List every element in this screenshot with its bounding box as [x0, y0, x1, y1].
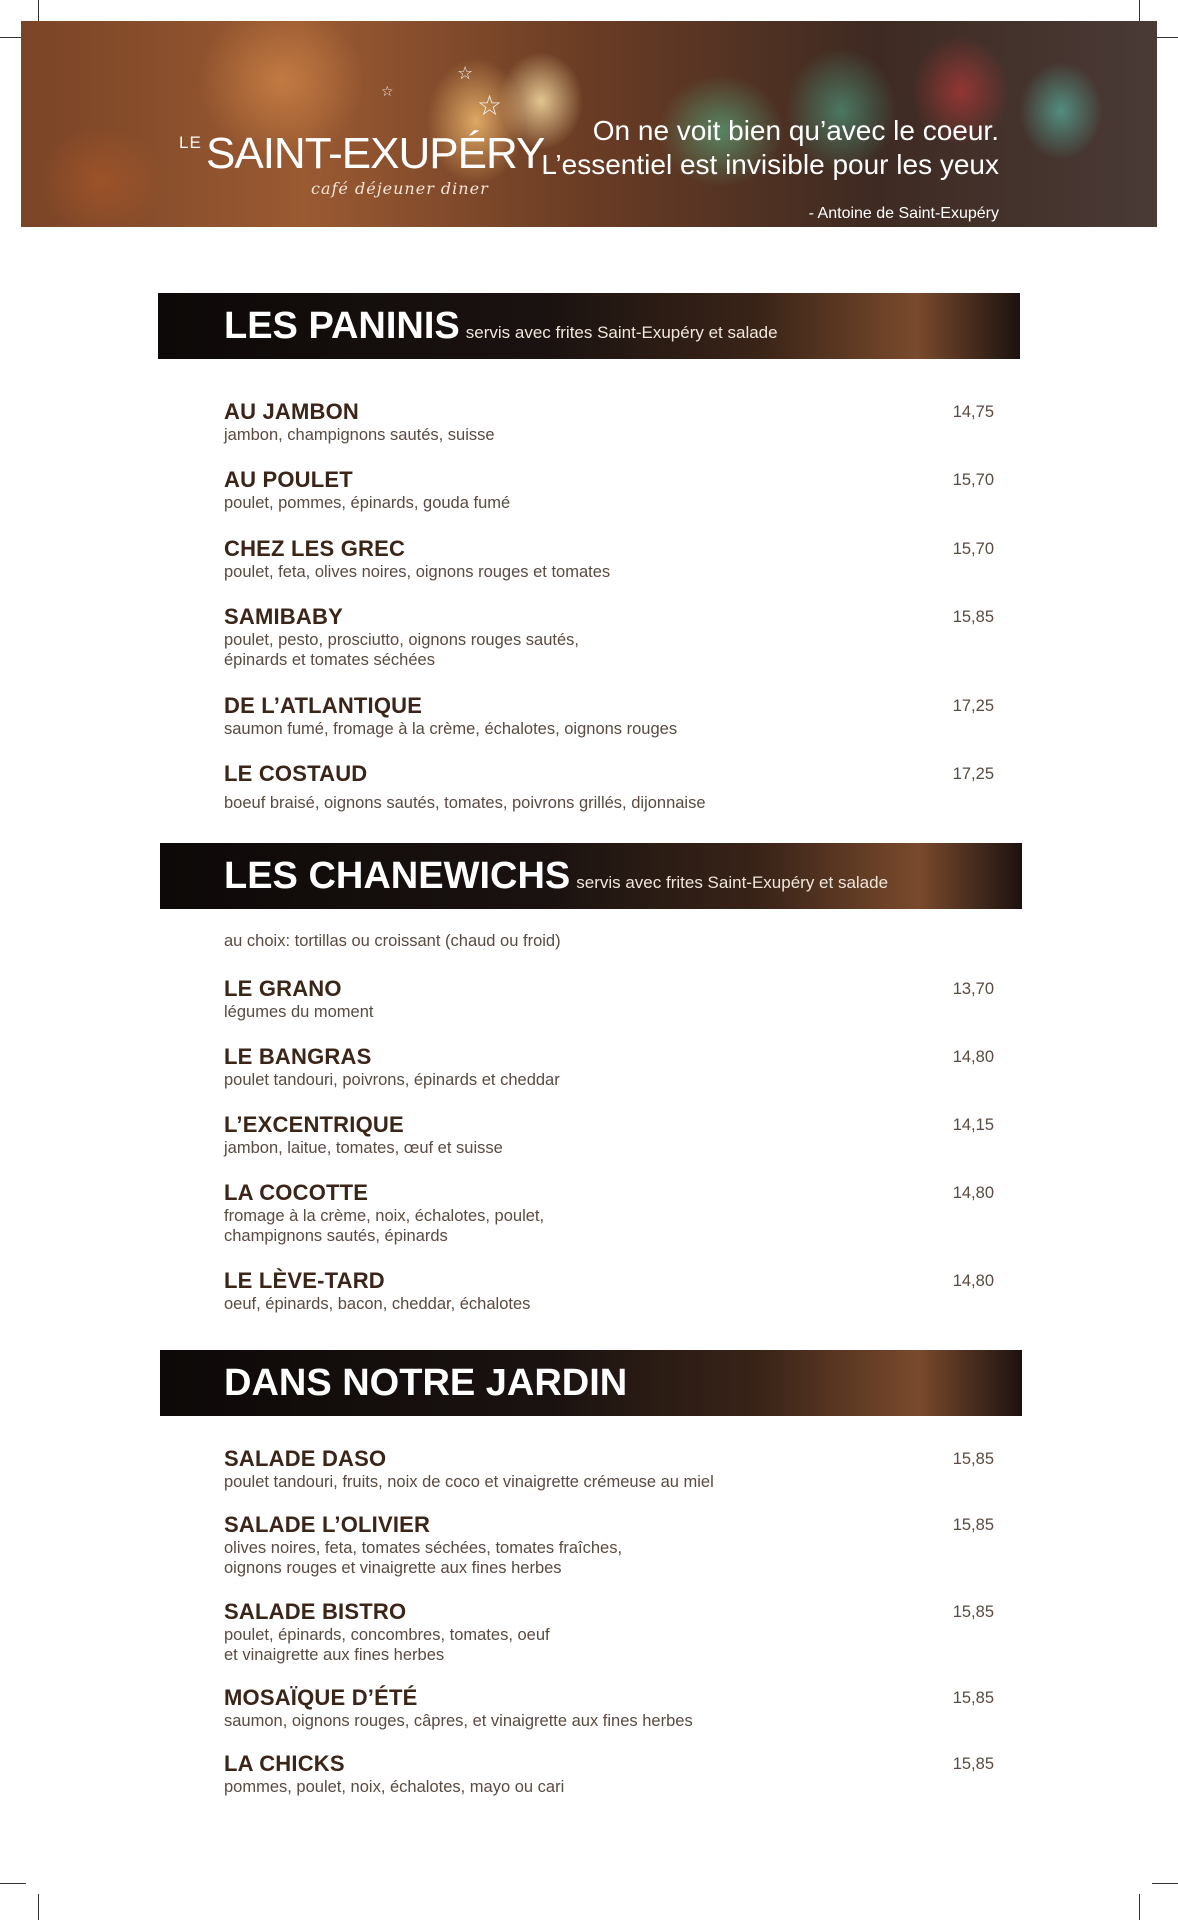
section-title: LES CHANEWICHS servis avec frites Saint-Exupéry et salade	[224, 855, 889, 897]
item-price: 17,25	[952, 697, 994, 715]
item-description: pommes, poulet, noix, échalotes, mayo ou cari	[224, 1778, 565, 1796]
section-note: au choix: tortillas ou croissant (chaud ou froid)	[224, 932, 561, 950]
crop-mark	[38, 1894, 39, 1920]
item-name: AU POULET	[224, 467, 353, 492]
item-name: LA CHICKS	[224, 1751, 345, 1776]
item-description: oeuf, épinards, bacon, cheddar, échalotes	[224, 1295, 531, 1313]
quote-line-1: On ne voit bien qu’avec le coeur.	[592, 115, 999, 146]
item-name: LE BANGRAS	[224, 1044, 372, 1069]
item-name: LE LÈVE-TARD	[224, 1268, 385, 1293]
menu-item	[224, 1446, 994, 1492]
item-price: 15,70	[952, 540, 994, 558]
section-subtitle: servis avec frites Saint-Exupéry et salade	[465, 323, 778, 342]
logo-tagline: café déjeuner diner	[311, 179, 489, 198]
item-name: MOSAÏQUE D’ÉTÉ	[224, 1685, 418, 1710]
menu-item	[224, 1512, 994, 1578]
menu-item	[224, 1751, 994, 1797]
item-price: 14,80	[952, 1184, 994, 1202]
header-banner	[21, 21, 1157, 227]
item-price: 15,85	[952, 1689, 994, 1707]
item-name: SALADE DASO	[224, 1446, 387, 1471]
section-subtitle: servis avec frites Saint-Exupéry et salade	[576, 873, 889, 892]
menu-item	[224, 1599, 994, 1665]
item-description: poulet, pommes, épinards, gouda fumé	[224, 494, 511, 512]
menu-item	[224, 1044, 994, 1090]
section-title: DANS NOTRE JARDIN	[224, 1362, 628, 1404]
section-header-jardin	[160, 1350, 1022, 1416]
menu-item	[224, 1180, 994, 1246]
menu-item	[224, 536, 994, 582]
item-price: 14,80	[952, 1272, 994, 1290]
menu-item	[224, 1268, 994, 1314]
item-name: L’EXCENTRIQUE	[224, 1112, 404, 1137]
menu-item	[224, 976, 994, 1022]
item-name: AU JAMBON	[224, 399, 360, 424]
star-icon: ☆	[381, 83, 394, 99]
item-price: 14,75	[952, 403, 994, 421]
item-price: 15,85	[952, 608, 994, 626]
section-title: LES PANINIS servis avec frites Saint-Exupéry et salade	[224, 305, 778, 347]
item-price: 15,85	[952, 1755, 994, 1773]
menu-item	[224, 399, 994, 445]
item-description: saumon fumé, fromage à la crème, échalotes, oignons rouges	[224, 720, 678, 738]
menu-item	[224, 1685, 994, 1731]
item-description: olives noires, feta, tomates séchées, tomates fraîches, oignons rouges et vinaigrette aux fines herbes	[224, 1539, 623, 1577]
menu-item	[224, 761, 994, 813]
item-name: DE L’ATLANTIQUE	[224, 693, 423, 718]
crop-mark	[1139, 1894, 1140, 1920]
logo-name: SAINT-EXUPÉRY	[206, 129, 545, 178]
menu-item	[224, 604, 994, 670]
menu-item	[224, 1112, 994, 1158]
item-name: LA COCOTTE	[224, 1180, 369, 1205]
section-header-chanewichs	[160, 843, 1022, 909]
quote-author: - Antoine de Saint-Exupéry	[808, 205, 999, 222]
item-description: poulet, pesto, prosciutto, oignons rouges sautés, épinards et tomates séchées	[224, 631, 579, 669]
item-description: fromage à la crème, noix, échalotes, poulet, champignons sautés, épinards	[224, 1207, 545, 1245]
item-price: 14,80	[952, 1048, 994, 1066]
item-price: 15,70	[952, 471, 994, 489]
item-description: poulet tandouri, poivrons, épinards et cheddar	[224, 1071, 560, 1089]
item-name: LE GRANO	[224, 976, 342, 1001]
section-header-paninis	[158, 293, 1020, 359]
item-price: 13,70	[952, 980, 994, 998]
star-icon: ☆	[477, 90, 503, 121]
item-description: jambon, champignons sautés, suisse	[224, 426, 495, 444]
item-name: SALADE L’OLIVIER	[224, 1512, 431, 1537]
item-description: poulet tandouri, fruits, noix de coco et vinaigrette crémeuse au miel	[224, 1473, 714, 1491]
crop-mark	[1152, 1883, 1178, 1884]
item-price: 15,85	[952, 1450, 994, 1468]
star-icon: ☆	[457, 63, 474, 83]
item-price: 15,85	[952, 1516, 994, 1534]
item-name: SAMIBABY	[224, 604, 343, 629]
item-price: 17,25	[952, 765, 994, 783]
menu-item	[224, 693, 994, 739]
item-description: légumes du moment	[224, 1003, 374, 1021]
logo-prefix: LE	[179, 133, 202, 152]
quote-line-2: L’essentiel est invisible pour les yeux	[541, 149, 999, 180]
item-name: CHEZ LES GREC	[224, 536, 406, 561]
item-description: jambon, laitue, tomates, œuf et suisse	[224, 1139, 503, 1157]
item-description: boeuf braisé, oignons sautés, tomates, poivrons grillés, dijonnaise	[224, 794, 706, 812]
item-price: 14,15	[952, 1116, 994, 1134]
item-name: SALADE BISTRO	[224, 1599, 407, 1624]
item-description: poulet, épinards, concombres, tomates, oeuf et vinaigrette aux fines herbes	[224, 1626, 550, 1664]
item-description: poulet, feta, olives noires, oignons rouges et tomates	[224, 563, 611, 581]
item-description: saumon, oignons rouges, câpres, et vinaigrette aux fines herbes	[224, 1712, 693, 1730]
menu-item	[224, 467, 994, 513]
crop-mark	[0, 1883, 26, 1884]
item-price: 15,85	[952, 1603, 994, 1621]
item-name: LE COSTAUD	[224, 761, 368, 786]
